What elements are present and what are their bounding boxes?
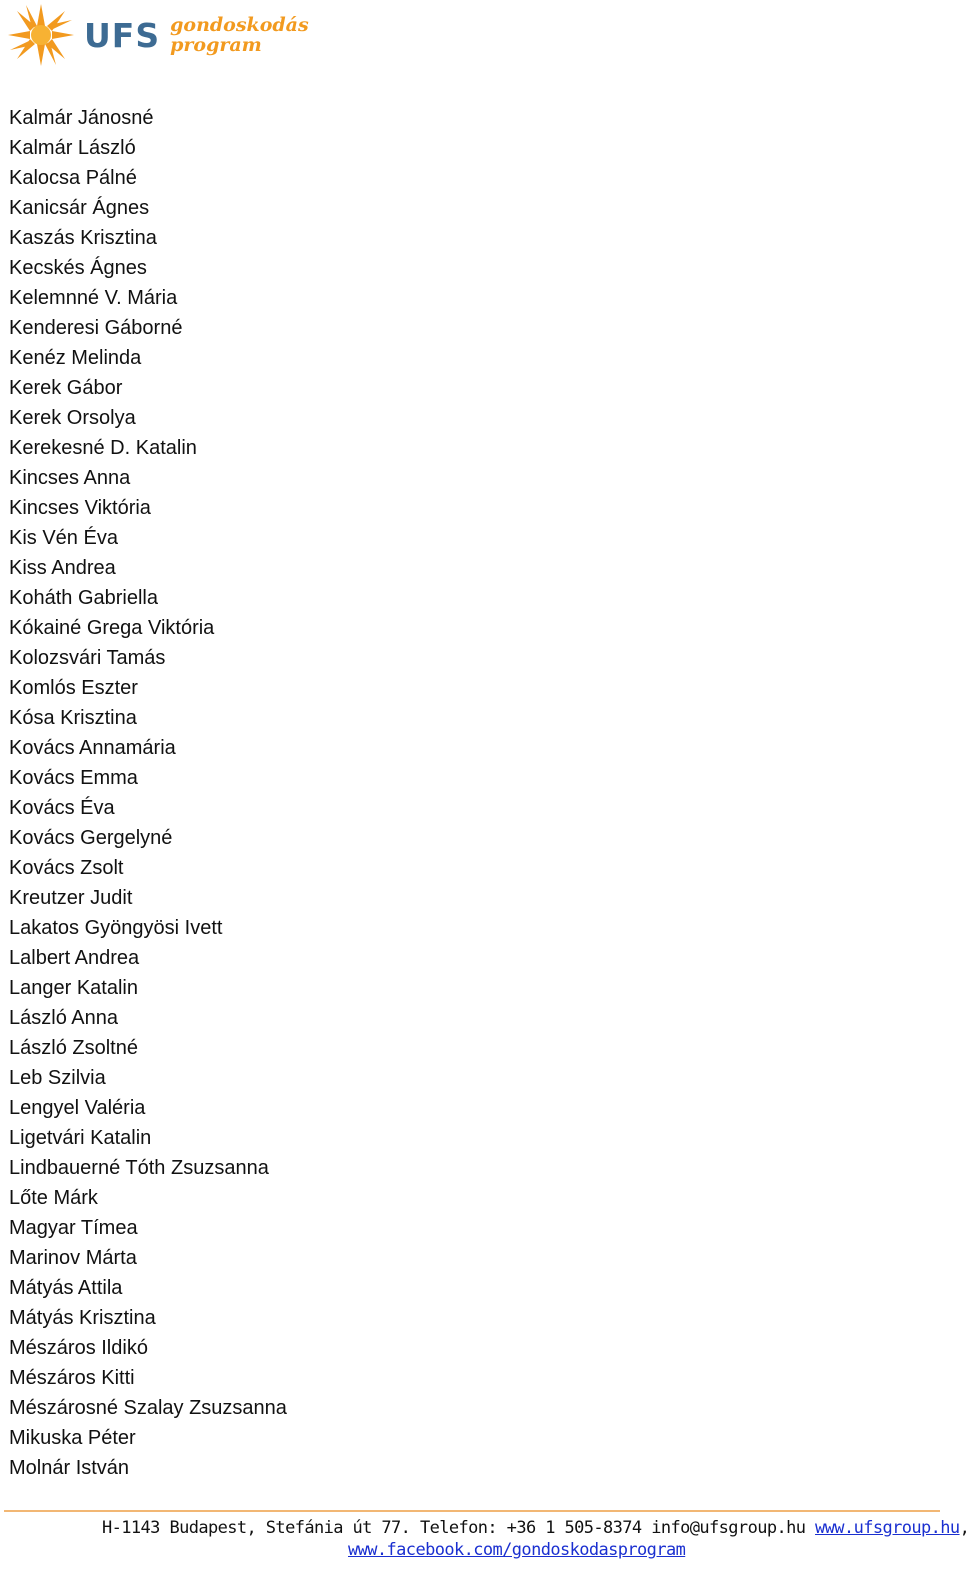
list-item: Mészáros Ildikó bbox=[9, 1337, 148, 1359]
list-item: Kovács Annamária bbox=[9, 737, 176, 759]
list-item: Lőte Márk bbox=[9, 1187, 98, 1209]
logo-tagline-line2: program bbox=[170, 34, 262, 56]
list-item: Kreutzer Judit bbox=[9, 887, 133, 909]
list-item: Kecskés Ágnes bbox=[9, 257, 147, 279]
list-item: Marinov Márta bbox=[9, 1247, 137, 1269]
list-item: Mikuska Péter bbox=[9, 1427, 136, 1449]
logo-tagline-line1: gondoskodás bbox=[170, 14, 309, 36]
sun-icon bbox=[6, 2, 76, 68]
list-item: Kerek Gábor bbox=[9, 377, 123, 399]
list-item: Leb Szilvia bbox=[9, 1067, 106, 1089]
footer-social-line bbox=[348, 1539, 685, 1561]
list-item: Kovács Gergelyné bbox=[9, 827, 173, 849]
list-item: Kincses Anna bbox=[9, 467, 131, 489]
list-item: Kalmár Jánosné bbox=[9, 107, 154, 129]
footer-divider bbox=[4, 1510, 940, 1512]
footer-facebook-link[interactable]: www.facebook.com/gondoskodasprogram bbox=[348, 1540, 686, 1560]
ufs-logo bbox=[6, 2, 309, 68]
list-item: Langer Katalin bbox=[9, 977, 138, 999]
footer-phone: Telefon: +36 1 505-8374 bbox=[419, 1518, 642, 1538]
list-item: Kiss Andrea bbox=[9, 557, 116, 579]
list-item: Mátyás Krisztina bbox=[9, 1307, 156, 1329]
list-item: Kis Vén Éva bbox=[9, 527, 118, 549]
list-item: Kanicsár Ágnes bbox=[9, 197, 150, 219]
list-item: Kósa Krisztina bbox=[9, 707, 137, 729]
list-item: Kalmár László bbox=[9, 137, 136, 159]
list-item: Kelemnné V. Mária bbox=[9, 287, 178, 309]
name-list bbox=[9, 103, 287, 1483]
logo-brand-text: UFS bbox=[84, 15, 161, 55]
list-item: Kaszás Krisztina bbox=[9, 227, 157, 249]
footer-email: info@ufsgroup.hu bbox=[651, 1518, 806, 1538]
list-item: Kolozsvári Tamás bbox=[9, 647, 166, 669]
list-item: Kerek Orsolya bbox=[9, 407, 136, 429]
list-item: Kovács Zsolt bbox=[9, 857, 124, 879]
list-item: Mészáros Kitti bbox=[9, 1367, 135, 1389]
footer-contact-line bbox=[102, 1517, 969, 1539]
list-item: Mészárosné Szalay Zsuzsanna bbox=[9, 1397, 287, 1419]
list-item: Ligetvári Katalin bbox=[9, 1127, 152, 1149]
list-item: Komlós Eszter bbox=[9, 677, 138, 699]
list-item: Kenderesi Gáborné bbox=[9, 317, 183, 339]
list-item: Kovács Emma bbox=[9, 767, 138, 789]
list-item: Kenéz Melinda bbox=[9, 347, 142, 369]
list-item: Mátyás Attila bbox=[9, 1277, 123, 1299]
list-item: Kókainé Grega Viktória bbox=[9, 617, 215, 639]
list-item: László Anna bbox=[9, 1007, 118, 1029]
list-item: Kalocsa Pálné bbox=[9, 167, 137, 189]
list-item: Kincses Viktória bbox=[9, 497, 151, 519]
list-item: Lakatos Gyöngyösi Ivett bbox=[9, 917, 223, 939]
list-item: László Zsoltné bbox=[9, 1037, 138, 1059]
footer-separator: , bbox=[959, 1518, 969, 1538]
list-item: Kovács Éva bbox=[9, 797, 115, 819]
footer-website-link[interactable]: www.ufsgroup.hu bbox=[815, 1518, 960, 1538]
list-item: Lengyel Valéria bbox=[9, 1097, 146, 1119]
list-item: Molnár István bbox=[9, 1457, 130, 1479]
footer-address: H-1143 Budapest, Stefánia út 77. bbox=[102, 1518, 411, 1538]
list-item: Lindbauerné Tóth Zsuzsanna bbox=[9, 1157, 269, 1179]
logo-tagline bbox=[170, 15, 309, 55]
list-item: Koháth Gabriella bbox=[9, 587, 158, 609]
list-item: Kerekesné D. Katalin bbox=[9, 437, 197, 459]
list-item: Magyar Tímea bbox=[9, 1217, 138, 1239]
list-item: Lalbert Andrea bbox=[9, 947, 140, 969]
